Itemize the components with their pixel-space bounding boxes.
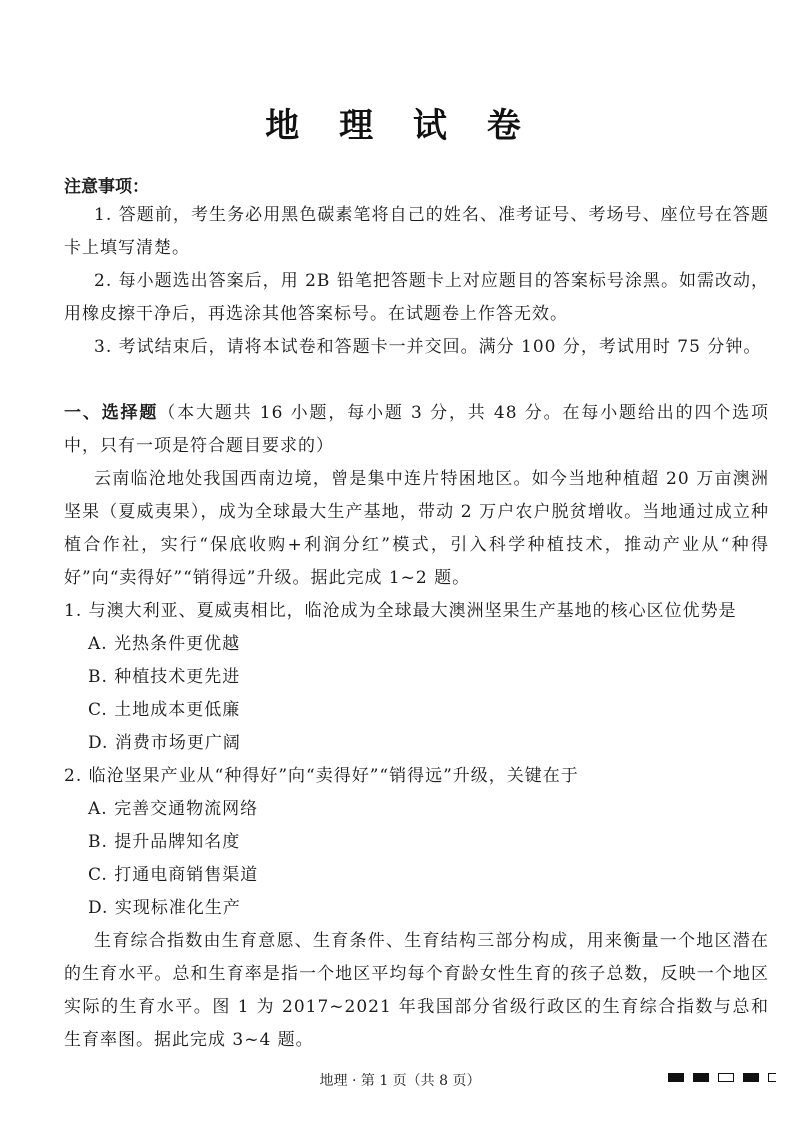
scan-mark-hollow — [718, 1073, 734, 1082]
section-1-title: 一、选择题 — [64, 403, 159, 423]
scan-mark-hollow — [768, 1073, 776, 1082]
question-1-stem: 1. 与澳大利亚、夏威夷相比，临沧成为全球最大澳洲坚果生产基地的核心区位优势是 — [64, 601, 737, 621]
notice-item-2: 2. 每小题选出答案后，用 2B 铅笔把答题卡上对应题目的答案标号涂黑。如需改动，用橡皮擦干净后，再选涂其他答案标号。在试题卷上作答无效。 — [64, 271, 769, 324]
question-2-option-d: D. 实现标准化生产 — [88, 898, 241, 918]
scan-mark-filled — [743, 1073, 759, 1082]
scan-mark-filled — [668, 1073, 684, 1082]
notice-item-3: 3. 考试结束后，请将本试卷和答题卡一并交回。满分 100 分，考试用时 75 分钟。 — [94, 337, 762, 357]
question-2-option-c: C. 打通电商销售渠道 — [88, 865, 259, 885]
page-footer: 地理 · 第 1 页（共 8 页） — [319, 1073, 481, 1089]
question-2-option-b: B. 提升品牌知名度 — [88, 832, 241, 852]
question-2-option-a: A. 完善交通物流网络 — [88, 799, 259, 819]
question-1-option-a: A. 光热条件更优越 — [88, 634, 241, 654]
passage-1: 云南临沧地处我国西南边境，曾是集中连片特困地区。如今当地种植超 20 万亩澳洲坚果（夏威夷果），成为全球最大生产基地，带动 2 万户农户脱贫增收。当地通过成立种植合作社，实行“保底收购+利润分红”模式，引入科学种植技术，推动产业从“种得好”向“卖得好”“销得远”升级。据此完成 1~2 题。 — [64, 469, 769, 588]
scan-marks — [668, 1073, 776, 1082]
question-2-stem: 2. 临沧坚果产业从“种得好”向“卖得好”“销得远”升级，关键在于 — [64, 766, 579, 786]
section-1-desc: （本大题共 16 小题，每小题 3 分，共 48 分。在每小题给出的四个选项中，只有一项是符合题目要求的） — [64, 403, 769, 456]
section-1-header — [64, 397, 769, 463]
passage-2: 生育综合指数由生育意愿、生育条件、生育结构三部分构成，用来衡量一个地区潜在的生育水平。总和生育率是指一个地区平均每个育龄女性生育的孩子总数，反映一个地区实际的生育水平。图 1 为 2017~2021 年我国部分省级行政区的生育综合指数与总和生育率图。据此完成 3~4 题。 — [64, 931, 769, 1050]
question-1-option-b: B. 种植技术更先进 — [88, 667, 241, 687]
question-1-option-c: C. 土地成本更低廉 — [88, 700, 241, 720]
question-1-option-d: D. 消费市场更广阔 — [88, 733, 241, 753]
notice-item-1: 1. 答题前，考生务必用黑色碳素笔将自己的姓名、准考证号、考场号、座位号在答题卡上填写清楚。 — [64, 205, 769, 258]
notice-heading: 注意事项： — [64, 177, 149, 197]
scan-mark-filled — [693, 1073, 709, 1082]
page-title: 地 理 试 卷 — [265, 106, 535, 146]
